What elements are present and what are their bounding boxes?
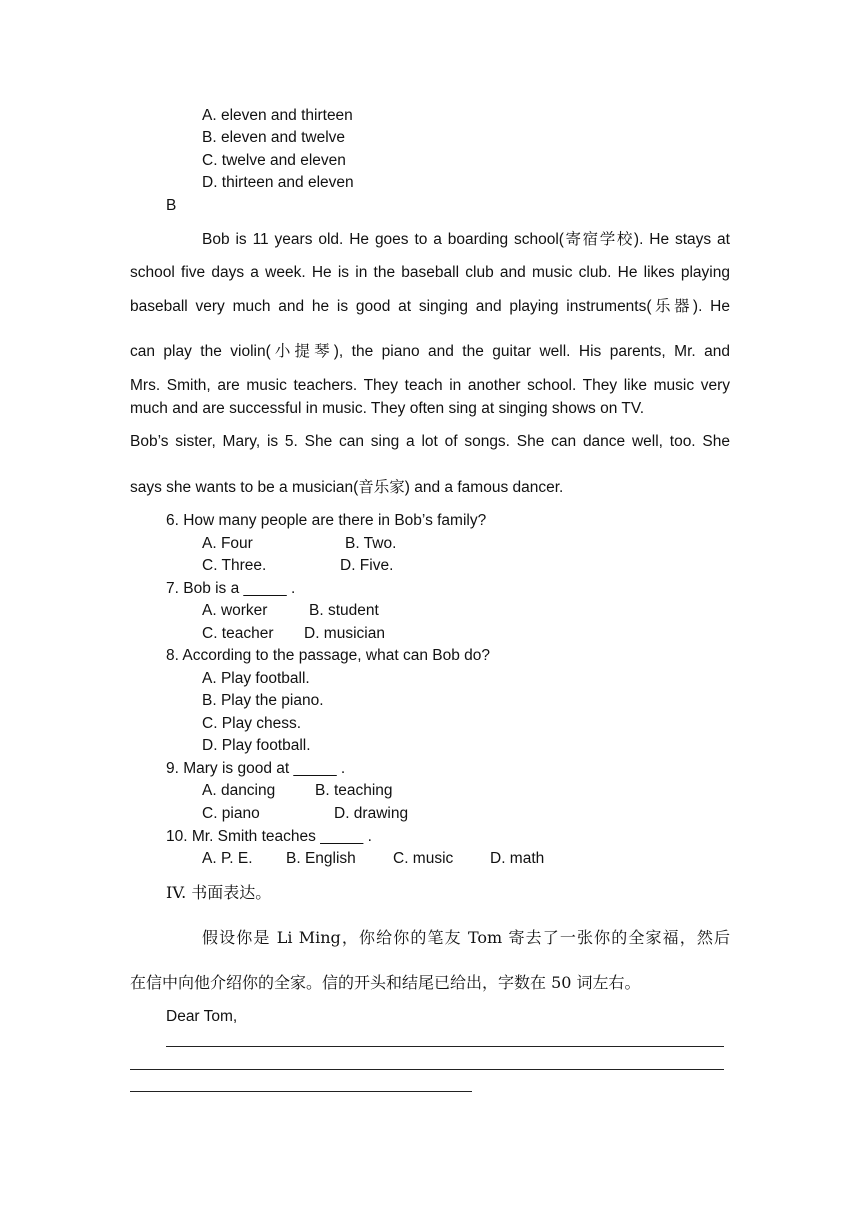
q9-option-c: C. piano xyxy=(202,805,260,822)
q10-option-b: B. English xyxy=(286,850,356,867)
q5-option-b: B. eleven and twelve xyxy=(202,129,346,146)
q9-option-b: B. teaching xyxy=(315,782,393,799)
answer-line-3[interactable] xyxy=(130,1091,472,1092)
q9-option-d: D. drawing xyxy=(334,805,409,822)
answer-line-1[interactable] xyxy=(166,1046,724,1047)
q5-option-d: D. thirteen and eleven xyxy=(202,174,354,191)
passage-line-2: school five days a week. He is in the baseball club and music club. He likes playing xyxy=(130,264,730,281)
section-b-label: B xyxy=(166,197,177,214)
q8-option-b: B. Play the piano. xyxy=(202,692,324,709)
q6-option-a: A. Four xyxy=(202,535,253,552)
passage-line-7: says she wants to be a musician(音乐家) and a famous dancer. xyxy=(130,479,564,496)
q6-option-b: B. Two. xyxy=(345,535,397,552)
writing-instruction-line-1: 假设你是 Li Ming，你给你的笔友 Tom 寄去了一张你的全家福，然后 xyxy=(202,928,730,947)
letter-salutation: Dear Tom, xyxy=(166,1008,238,1025)
q10-option-d: D. math xyxy=(490,850,545,867)
q8-option-d: D. Play football. xyxy=(202,737,311,754)
q8-option-a: A. Play football. xyxy=(202,670,310,687)
q7-option-a: A. worker xyxy=(202,602,268,619)
passage-line-6: Bob’s sister, Mary, is 5. She can sing a lot of songs. She can dance well, too. She xyxy=(130,433,730,450)
passage-line-3: baseball very much and he is good at singing and playing instruments(乐器). He xyxy=(130,298,730,315)
q10-option-a: A. P. E. xyxy=(202,850,253,867)
q7-option-b: B. student xyxy=(309,602,379,619)
q6-option-c: C. Three. xyxy=(202,557,267,574)
q6-option-d: D. Five. xyxy=(340,557,394,574)
passage-line-5: Mrs. Smith, are music teachers. They teach in another school. They like music very much and are successful in music. They often sing at singing shows on TV. xyxy=(130,377,730,417)
q6-stem: 6. How many people are there in Bob’s family? xyxy=(166,512,487,529)
q10-stem: 10. Mr. Smith teaches _____ . xyxy=(166,828,372,845)
q7-option-c: C. teacher xyxy=(202,625,274,642)
q9-option-a: A. dancing xyxy=(202,782,276,799)
passage-line-4: can play the violin(小提琴), the piano and the guitar well. His parents, Mr. and xyxy=(130,343,730,360)
q5-option-c: C. twelve and eleven xyxy=(202,152,346,169)
q8-option-c: C. Play chess. xyxy=(202,715,302,732)
writing-heading: IV. 书面表达。 xyxy=(166,883,272,902)
q5-option-a: A. eleven and thirteen xyxy=(202,107,353,124)
q9-stem: 9. Mary is good at _____ . xyxy=(166,760,346,777)
writing-instruction-line-2: 在信中向他介绍你的全家。信的开头和结尾已给出，字数在 50 词左右。 xyxy=(130,973,641,992)
q10-option-c: C. music xyxy=(393,850,454,867)
q7-stem: 7. Bob is a _____ . xyxy=(166,580,296,597)
q7-option-d: D. musician xyxy=(304,625,385,642)
answer-line-2[interactable] xyxy=(130,1069,724,1070)
passage-line-1: Bob is 11 years old. He goes to a boarding school(寄宿学校). He stays at xyxy=(202,231,730,248)
q8-stem: 8. According to the passage, what can Bob do? xyxy=(166,647,491,664)
